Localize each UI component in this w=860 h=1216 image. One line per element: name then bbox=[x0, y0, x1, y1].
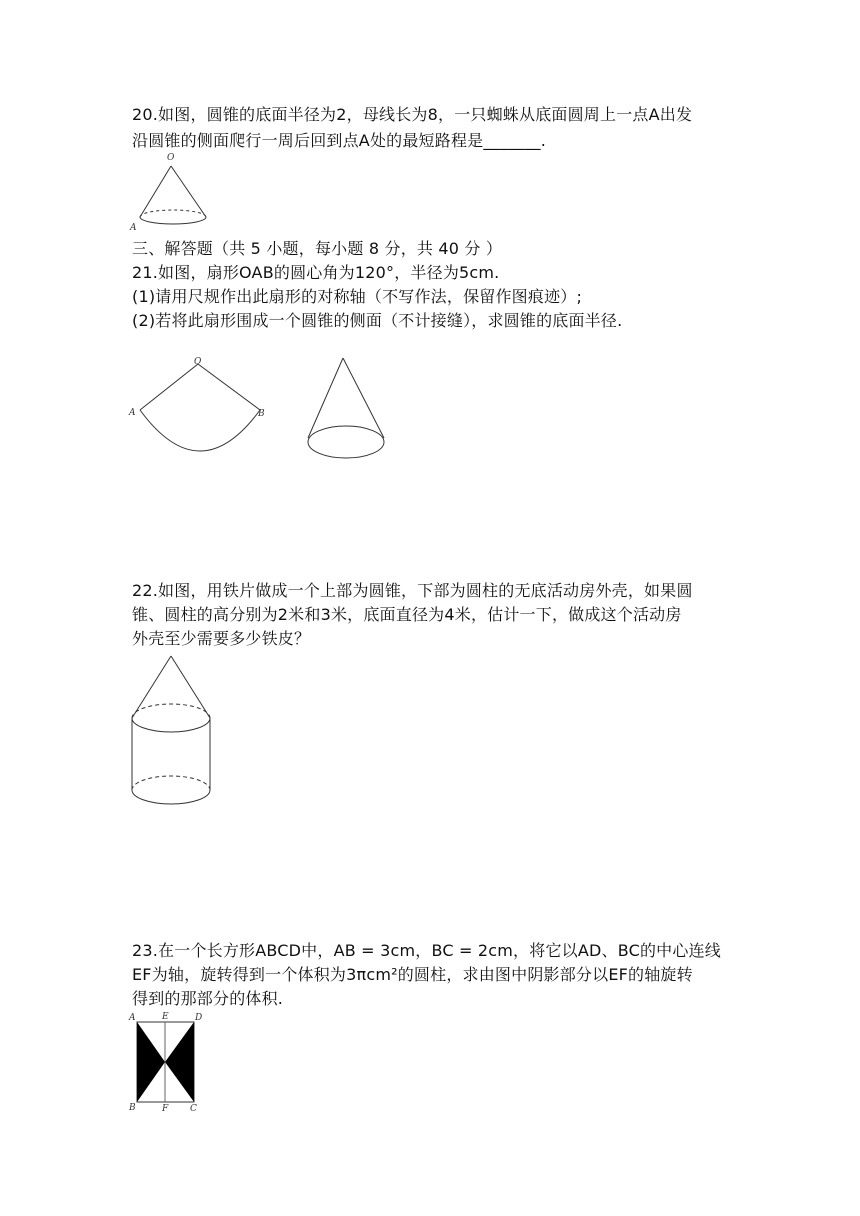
sector-radius-ob bbox=[198, 364, 260, 410]
sector-arc-ab bbox=[140, 410, 260, 451]
label-d: D bbox=[195, 1013, 203, 1023]
q21-sector-figure bbox=[126, 352, 276, 462]
label-o: O bbox=[167, 153, 175, 163]
q21-part-2: (2)若将此扇形围成一个圆锥的侧面（不计接缝），求圆锥的底面半径. bbox=[132, 311, 623, 330]
q22-text-line-2: 锥、圆柱的高分别为2米和3米，底面直径为4米，估计一下，做成这个活动房 bbox=[132, 605, 682, 624]
q20-text-line-1: 20.如图，圆锥的底面半径为2，母线长为8，一只蜘蛛从底面圆周上一点A出发 bbox=[132, 105, 693, 124]
q22-house-figure bbox=[126, 650, 216, 820]
label-a: A bbox=[129, 1013, 136, 1023]
cone-base-visible-arc bbox=[140, 217, 206, 224]
label-c: C bbox=[190, 1104, 197, 1114]
q20-cone-figure bbox=[128, 150, 218, 234]
label-o: O bbox=[194, 357, 202, 367]
shaded-triangle-left bbox=[137, 1022, 165, 1102]
top-ellipse-visible bbox=[132, 718, 210, 732]
label-a: A bbox=[129, 408, 136, 418]
q21-cone-figure bbox=[300, 352, 392, 464]
q23-text-line-2: EF为轴，旋转得到一个体积为3πcm²的圆柱，求由图中阴影部分以EF的轴旋转 bbox=[132, 965, 693, 984]
top-ellipse-hidden bbox=[132, 704, 210, 718]
bottom-ellipse-visible bbox=[132, 790, 210, 804]
cone-base-hidden-arc bbox=[140, 210, 206, 217]
q23-text-line-1: 23.在一个长方形ABCD中，AB = 3cm，BC = 2cm，将它以AD、BC的中心连线 bbox=[132, 941, 721, 960]
section-heading: 三、解答题（共 5 小题，每小题 8 分，共 40 分 ） bbox=[132, 239, 503, 258]
sector-radius-oa bbox=[140, 364, 198, 410]
q22-text-line-3: 外壳至少需要多少铁皮？ bbox=[132, 629, 311, 648]
q21-part-1: (1)请用尺规作出此扇形的对称轴（不写作法，保留作图痕迹）; bbox=[132, 287, 583, 306]
cone-left-edge bbox=[140, 166, 171, 217]
cone-right-edge bbox=[171, 166, 206, 217]
label-e: E bbox=[162, 1012, 169, 1022]
label-f: F bbox=[162, 1104, 169, 1114]
cone-base-ellipse bbox=[308, 426, 384, 458]
q23-text-line-3: 得到的那部分的体积. bbox=[132, 989, 284, 1008]
bottom-ellipse-hidden bbox=[132, 776, 210, 790]
q23-rectangle-figure bbox=[126, 1010, 210, 1116]
label-a: A bbox=[130, 223, 137, 233]
cone-left-edge bbox=[132, 656, 171, 718]
q22-text-line-1: 22.如图，用铁片做成一个上部为圆锥，下部为圆柱的无底活动房外壳，如果圆 bbox=[132, 581, 693, 600]
shaded-triangle-right bbox=[165, 1022, 194, 1102]
q20-text-line-2: 沿圆锥的侧面爬行一周后回到点A处的最短路程是_______. bbox=[132, 131, 547, 150]
label-b: B bbox=[258, 409, 265, 419]
label-b: B bbox=[129, 1103, 136, 1113]
q21-text-line-1: 21.如图，扇形OAB的圆心角为120°，半径为5cm. bbox=[132, 263, 500, 282]
cone-right-edge bbox=[171, 656, 210, 718]
